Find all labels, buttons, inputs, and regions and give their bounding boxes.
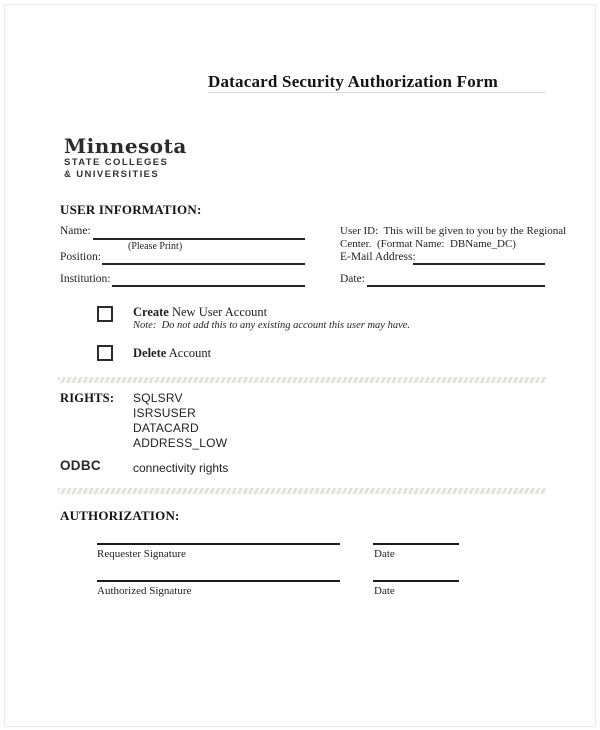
please-print-note: (Please Print): [128, 241, 183, 252]
authorized-date-label: Date: [374, 585, 395, 597]
rights-item: ADDRESS_LOW: [133, 436, 228, 450]
date-label: Date:: [340, 273, 365, 285]
name-label: Name:: [60, 225, 91, 237]
institution-field-line[interactable]: [112, 285, 305, 287]
position-label: Position:: [60, 251, 101, 263]
requester-signature-label: Requester Signature: [97, 548, 186, 560]
rights-item: ISRSUSER: [133, 406, 196, 420]
create-account-label: [133, 305, 267, 320]
authorized-signature-line[interactable]: [97, 580, 340, 582]
logo-wordmark: Minnesota: [64, 134, 187, 158]
requester-date-label: Date: [374, 548, 395, 560]
rights-item: DATACARD: [133, 421, 199, 435]
authorized-date-line[interactable]: [373, 580, 459, 582]
name-field-line[interactable]: [93, 238, 305, 240]
rights-list: [133, 391, 227, 451]
create-account-label-rest: New User Account: [168, 305, 268, 319]
section-separator-1: [58, 377, 546, 383]
date-field-line[interactable]: [367, 285, 545, 287]
create-account-label-bold: Create: [133, 305, 169, 319]
delete-account-checkbox[interactable]: [97, 345, 113, 361]
section-separator-2: [58, 488, 546, 494]
user-id-instructions-line2: Center. (Format Name: DBName_DC): [340, 238, 516, 250]
delete-account-label: [133, 346, 211, 361]
logo-subline-2: & UNIVERSITIES: [64, 169, 160, 180]
authorization-heading: AUTHORIZATION:: [60, 508, 180, 523]
user-information-heading: USER INFORMATION:: [60, 202, 202, 217]
page-border: [4, 4, 596, 727]
authorized-signature-label: Authorized Signature: [97, 585, 192, 597]
delete-account-label-rest: Account: [166, 346, 212, 360]
create-account-checkbox[interactable]: [97, 306, 113, 322]
rights-item: SQLSRV: [133, 391, 183, 405]
delete-account-label-bold: Delete: [133, 346, 167, 360]
odbc-label: ODBC: [60, 458, 101, 473]
logo-subline-1: STATE COLLEGES: [64, 157, 169, 168]
create-account-note: Note: Do not add this to any existing account this user may have.: [133, 320, 411, 331]
position-field-line[interactable]: [102, 263, 305, 265]
email-label: E-Mail Address:: [340, 251, 416, 263]
title-rule: [208, 92, 546, 93]
odbc-text: connectivity rights: [133, 461, 229, 475]
form-title: Datacard Security Authorization Form: [208, 72, 499, 91]
institution-label: Institution:: [60, 273, 111, 285]
email-field-line[interactable]: [413, 263, 545, 265]
requester-signature-line[interactable]: [97, 543, 340, 545]
user-id-instructions-line1: User ID: This will be given to you by the Regional: [340, 225, 567, 237]
requester-date-line[interactable]: [373, 543, 459, 545]
rights-heading: RIGHTS:: [60, 391, 115, 405]
minnesota-logo: [64, 135, 187, 181]
